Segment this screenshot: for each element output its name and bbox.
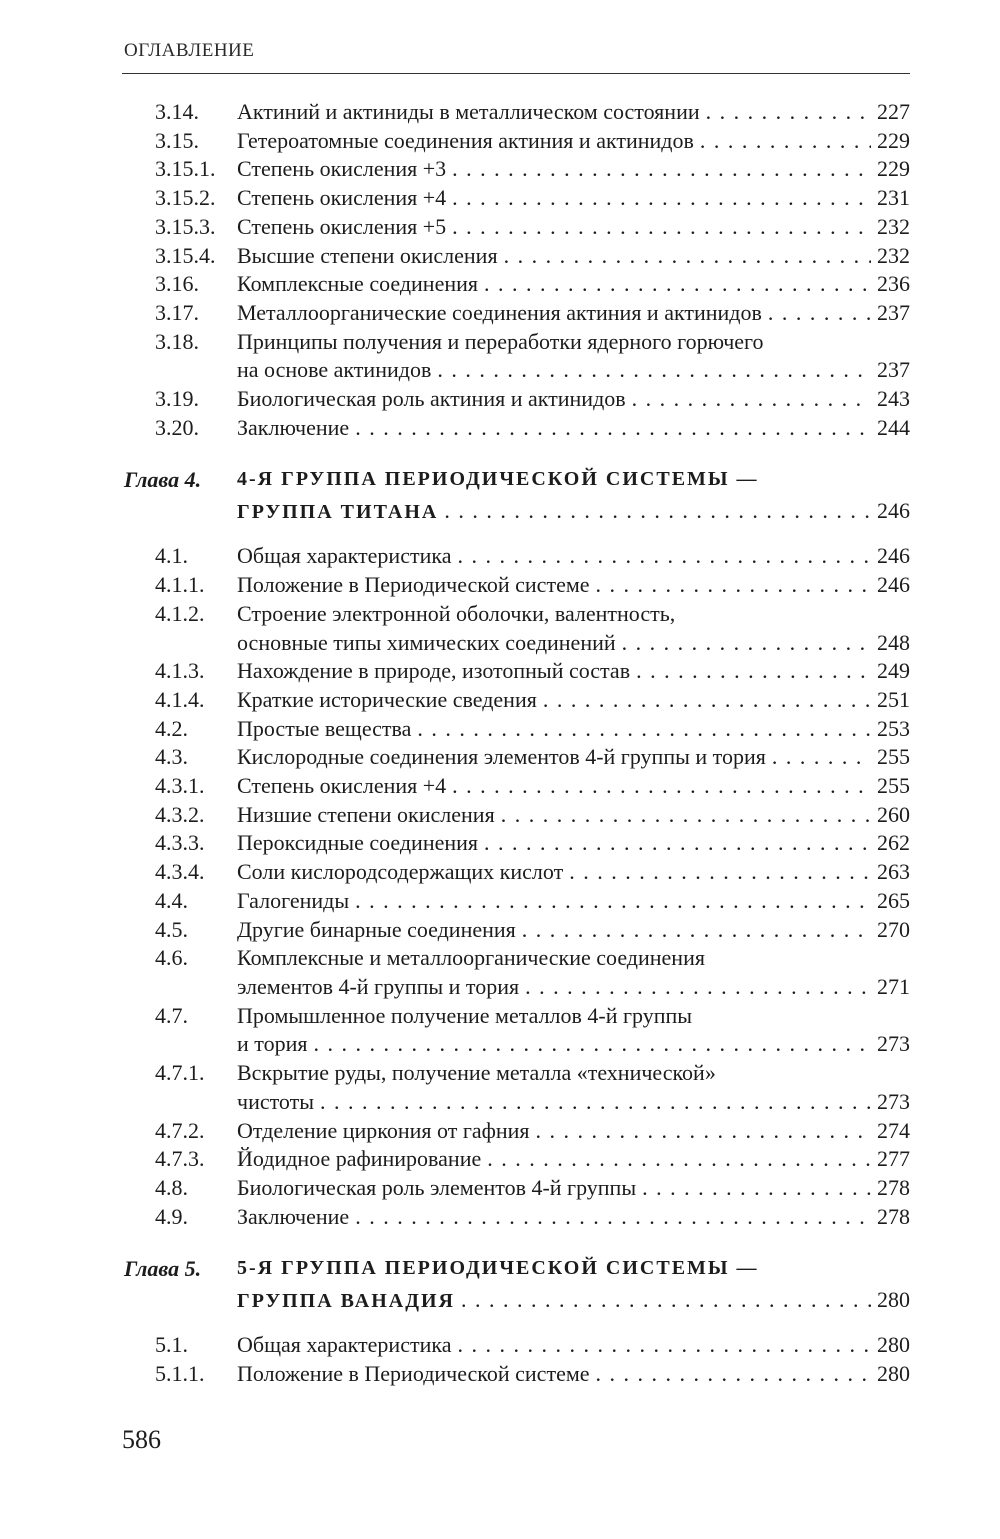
toc-entry: [0, 772, 1000, 801]
page-ref: 232: [877, 242, 910, 268]
dot-leader: [772, 743, 871, 772]
dot-leader: [457, 542, 871, 571]
section-title: Нахождение в природе, изотопный состав: [237, 658, 631, 684]
section-title: Положение в Периодической системе: [237, 572, 590, 598]
section-title: Степень окисления +4: [237, 773, 447, 799]
dot-leader: [320, 1088, 871, 1117]
toc-entry: [0, 127, 1000, 156]
chapter-title: 4-Я ГРУППА ПЕРИОДИЧЕСКОЙ СИСТЕМЫ —: [237, 468, 759, 491]
page-ref: 278: [877, 1174, 910, 1200]
running-head: ОГЛАВЛЕНИЕ: [124, 40, 255, 61]
dot-leader: [355, 1203, 871, 1232]
section-number: 3.15.4.: [155, 242, 216, 268]
toc-entry: [0, 98, 1000, 127]
section-title: Комплексные соединения: [237, 271, 479, 297]
toc-entry: [0, 542, 1000, 571]
section-title: Общая характеристика: [237, 1332, 452, 1358]
header-rule: [122, 73, 910, 74]
dot-leader: [536, 1117, 871, 1146]
section-number: 4.8.: [155, 1174, 188, 1200]
section-number: 4.3.3.: [155, 830, 205, 856]
page-ref: 246: [877, 572, 910, 598]
section-number: 4.3.1.: [155, 773, 205, 799]
toc-entry: [0, 1174, 1000, 1203]
page-ref: 278: [877, 1203, 910, 1229]
toc-entry: [0, 184, 1000, 213]
section-title: Металлоорганические соединения актиния и актинидов: [237, 299, 762, 325]
section-number: 3.15.2.: [155, 185, 216, 211]
chapter-title: ГРУППА ВАНАДИЯ: [237, 1290, 455, 1313]
page-ref: 280: [877, 1332, 910, 1358]
section-title: на основе актинидов: [237, 357, 432, 383]
section-title: Низшие степени окисления: [237, 801, 495, 827]
section-number: 4.7.2.: [155, 1117, 205, 1143]
section-title: Кислородные соединения элементов 4-й группы и тория: [237, 744, 766, 770]
dot-leader: [355, 414, 871, 443]
dot-leader: [437, 356, 871, 385]
page-ref: 246: [877, 543, 910, 569]
dot-leader: [461, 1284, 871, 1315]
section-title: Соли кислородсодержащих кислот: [237, 859, 564, 885]
dot-leader: [636, 657, 871, 686]
page-ref: 237: [877, 357, 910, 383]
dot-leader: [457, 1331, 871, 1360]
page-ref: 274: [877, 1117, 910, 1143]
page-ref: 243: [877, 386, 910, 412]
dot-leader: [484, 829, 871, 858]
section-title: Положение в Периодической системе: [237, 1361, 590, 1387]
chapter-heading: [0, 464, 1000, 528]
dot-leader: [314, 1030, 872, 1059]
section-title: Биологическая роль актиния и актинидов: [237, 386, 626, 412]
dot-leader: [487, 1145, 871, 1174]
section-title: Общая характеристика: [237, 543, 452, 569]
section-number: 4.2.: [155, 715, 188, 741]
section-title: Галогениды: [237, 887, 350, 913]
section-title: Комплексные и металлоорганические соединения: [237, 945, 705, 971]
section-title: элементов 4-й группы и тория: [237, 973, 520, 999]
toc-entry: [0, 328, 1000, 385]
page-ref: 232: [877, 213, 910, 239]
dot-leader: [452, 213, 871, 242]
section-number: 3.19.: [155, 386, 199, 412]
page-ref: 248: [877, 629, 910, 655]
section-number: 4.7.1.: [155, 1060, 205, 1086]
dot-leader: [484, 270, 871, 299]
toc-entry: [0, 571, 1000, 600]
page-ref: 280: [877, 1287, 910, 1313]
toc-entry: [0, 801, 1000, 830]
section-title: Степень окисления +4: [237, 185, 447, 211]
section-title: Заключение: [237, 414, 350, 440]
section-number: 3.15.1.: [155, 156, 216, 182]
section-title: Строение электронной оболочки, валентность,: [237, 600, 676, 626]
dot-leader: [522, 916, 871, 945]
toc-entry: [0, 715, 1000, 744]
page-ref: 227: [877, 99, 910, 124]
page-ref: 251: [877, 686, 910, 712]
section-number: 4.1.4.: [155, 686, 205, 712]
dot-leader: [622, 629, 871, 658]
toc-entry: [0, 600, 1000, 657]
section-number: 4.3.: [155, 744, 188, 770]
section-number: 4.3.4.: [155, 859, 205, 885]
section-number: 4.1.3.: [155, 658, 205, 684]
toc-entry: [0, 1117, 1000, 1146]
section-number: 3.14.: [155, 99, 199, 124]
section-number: 3.15.3.: [155, 213, 216, 239]
toc-entry: [0, 858, 1000, 887]
toc-entry: [0, 944, 1000, 1001]
toc-entry: [0, 657, 1000, 686]
section-title: чистоты: [237, 1088, 315, 1114]
section-number: 4.5.: [155, 916, 188, 942]
section-title: Простые вещества: [237, 715, 412, 741]
section-number: 4.3.2.: [155, 801, 205, 827]
toc-entry: [0, 242, 1000, 271]
toc-entry: [0, 1331, 1000, 1360]
page-ref: 273: [877, 1031, 910, 1057]
page-ref: 270: [877, 916, 910, 942]
section-title: Степень окисления +5: [237, 213, 447, 239]
section-title: Йодидное рафинирование: [237, 1146, 482, 1172]
section-number: 3.16.: [155, 271, 199, 297]
table-of-contents: [0, 98, 1000, 1389]
section-number: 4.9.: [155, 1203, 188, 1229]
toc-entry: [0, 1059, 1000, 1116]
section-number: 4.1.1.: [155, 572, 205, 598]
section-number: 4.4.: [155, 887, 188, 913]
chapter-heading: [0, 1253, 1000, 1317]
section-title: Гетероатомные соединения актиния и актинидов: [237, 127, 694, 153]
section-number: 4.1.2.: [155, 600, 205, 626]
section-number: 4.7.3.: [155, 1146, 205, 1172]
dot-leader: [700, 127, 871, 156]
section-title: и тория: [237, 1031, 308, 1057]
dot-leader: [504, 242, 871, 271]
section-number: 3.15.: [155, 127, 199, 153]
page-ref: 255: [877, 773, 910, 799]
section-title: Высшие степени окисления: [237, 242, 498, 268]
section-number: 3.20.: [155, 414, 199, 440]
page-number: 586: [122, 1425, 161, 1454]
section-number: 4.1.: [155, 543, 188, 569]
section-title: Промышленное получение металлов 4-й группы: [237, 1002, 693, 1028]
toc-entry: [0, 155, 1000, 184]
page-ref: 237: [877, 299, 910, 325]
toc-entry: [0, 1203, 1000, 1232]
section-number: 3.17.: [155, 299, 199, 325]
page-ref: 253: [877, 715, 910, 741]
page-ref: 262: [877, 830, 910, 856]
dot-leader: [452, 772, 871, 801]
dot-leader: [452, 184, 871, 213]
section-number: 5.1.: [155, 1332, 188, 1358]
section-title: Заключение: [237, 1203, 350, 1229]
dot-leader: [596, 571, 871, 600]
toc-entry: [0, 916, 1000, 945]
dot-leader: [569, 858, 871, 887]
section-title: Краткие исторические сведения: [237, 686, 537, 712]
page-ref: 236: [877, 271, 910, 297]
page-ref: 265: [877, 887, 910, 913]
toc-entry: [0, 414, 1000, 443]
page-ref: 260: [877, 801, 910, 827]
section-title: Другие бинарные соединения: [237, 916, 516, 942]
dot-leader: [642, 1174, 871, 1203]
toc-entry: [0, 686, 1000, 715]
section-title: Степень окисления +3: [237, 156, 447, 182]
toc-entry: [0, 1145, 1000, 1174]
page-ref: 229: [877, 127, 910, 153]
dot-leader: [501, 801, 871, 830]
chapter-number: Глава 5.: [124, 1256, 202, 1282]
section-title: основные типы химических соединений: [237, 629, 616, 655]
section-title: Принципы получения и переработки ядерного горючего: [237, 328, 764, 354]
page-ref: 273: [877, 1088, 910, 1114]
section-title: Отделение циркония от гафния: [237, 1117, 530, 1143]
section-number: 4.6.: [155, 945, 188, 971]
page-ref: 255: [877, 744, 910, 770]
dot-leader: [596, 1360, 871, 1389]
page-ref: 263: [877, 859, 910, 885]
toc-entry: [0, 829, 1000, 858]
toc-entry: [0, 299, 1000, 328]
dot-leader: [525, 973, 871, 1002]
page-ref: 271: [877, 973, 910, 999]
chapter-title: ГРУППА ТИТАНА: [237, 501, 439, 524]
dot-leader: [444, 495, 871, 526]
toc-entry: [0, 1360, 1000, 1389]
dot-leader: [355, 887, 871, 916]
toc-entry: [0, 385, 1000, 414]
page-ref: 244: [877, 414, 910, 440]
dot-leader: [543, 686, 871, 715]
section-title: Пероксидные соединения: [237, 830, 479, 856]
chapter-number: Глава 4.: [124, 467, 202, 493]
page-ref: 229: [877, 156, 910, 182]
toc-entry: [0, 1002, 1000, 1059]
section-title: Актиний и актиниды в металлическом состоянии: [237, 99, 700, 124]
dot-leader: [632, 385, 871, 414]
page-ref: 277: [877, 1146, 910, 1172]
toc-entry: [0, 213, 1000, 242]
dot-leader: [706, 98, 871, 127]
section-number: 5.1.1.: [155, 1361, 205, 1387]
toc-entry: [0, 270, 1000, 299]
page-ref: 249: [877, 658, 910, 684]
dot-leader: [768, 299, 871, 328]
section-number: 3.18.: [155, 328, 199, 354]
page-ref: 246: [877, 498, 910, 524]
chapter-title: 5-Я ГРУППА ПЕРИОДИЧЕСКОЙ СИСТЕМЫ —: [237, 1257, 759, 1280]
section-title: Биологическая роль элементов 4-й группы: [237, 1174, 637, 1200]
page-ref: 280: [877, 1361, 910, 1387]
page-ref: 231: [877, 185, 910, 211]
toc-entry: [0, 743, 1000, 772]
dot-leader: [452, 155, 871, 184]
section-title: Вскрытие руды, получение металла «технической»: [237, 1060, 716, 1086]
section-number: 4.7.: [155, 1002, 188, 1028]
dot-leader: [417, 715, 871, 744]
toc-entry: [0, 887, 1000, 916]
